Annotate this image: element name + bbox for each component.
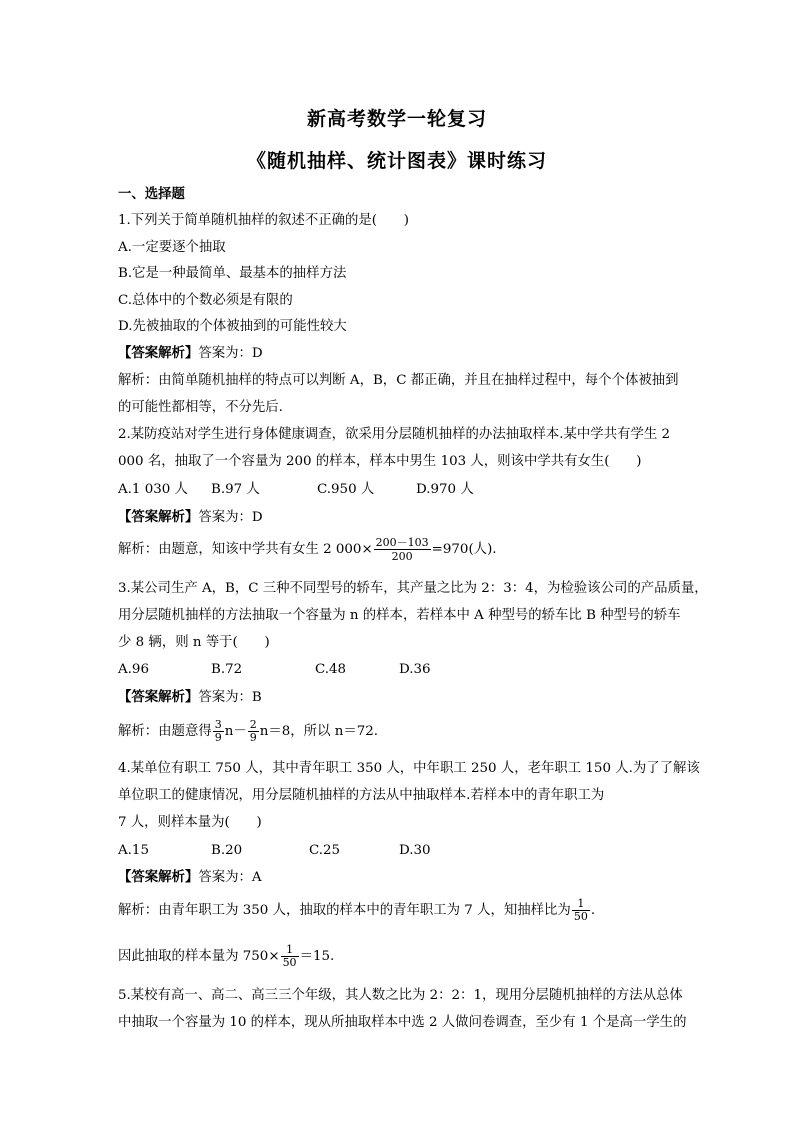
answer-label: 【答案解析】 — [118, 690, 199, 705]
q1-option-a: A.一定要逐个抽取 — [118, 240, 226, 255]
fraction — [374, 536, 431, 563]
fraction — [572, 898, 590, 923]
q2-stem-line1: 2.某防疫站对学生进行身体健康调查，欲采用分层随机抽样的办法抽取样本.某中学共有学生 2 — [118, 427, 671, 442]
explanation-text: =970(人). — [431, 542, 497, 557]
fraction-denominator: 200 — [391, 550, 413, 563]
fraction-numerator: 1 — [572, 898, 590, 911]
q1-stem: 1.下列关于简单随机抽样的叙述不正确的是( ) — [118, 213, 410, 228]
q1-option-d: D.先被抽取的个体被抽到的可能性较大 — [118, 319, 347, 334]
q2-answer — [118, 509, 263, 527]
q2-option-c: C.950 人 — [317, 482, 375, 497]
q1-explanation-line1: 解析：由简单随机抽样的特点可以判断 A，B，C 都正确，并且在抽样过程中，每个个体被抽到 — [118, 373, 679, 388]
explanation-text: . — [590, 903, 596, 918]
fraction-numerator: 200－103 — [375, 536, 429, 549]
q2-option-b: B.97 人 — [211, 482, 260, 497]
explanation-text: 解析：由题意，知该中学共有女生 2 000× — [118, 542, 373, 557]
explanation-text: ＝15. — [299, 949, 335, 964]
explanation-text: n＝8，所以 n＝72. — [259, 724, 379, 739]
explanation-text: 因此抽取的样本量为 750× — [118, 949, 280, 964]
q3-stem-line1: 3.某公司生产 A，B，C 三种不同型号的轿车，其产量之比为 2：3：4，为检验该公司的产品质量， — [118, 581, 708, 596]
q4-option-c: C.25 — [309, 843, 341, 858]
fraction — [281, 944, 299, 969]
q4-answer — [118, 869, 262, 887]
q3-option-b: B.72 — [211, 662, 243, 677]
section-heading: 一、选择题 — [118, 187, 185, 202]
answer-value: 答案为：A — [198, 870, 262, 885]
q2-options — [118, 481, 474, 499]
fraction-numerator: 3 — [214, 718, 222, 731]
q2-option-a: A.1 030 人 — [118, 482, 188, 497]
q3-explanation — [118, 719, 378, 744]
explanation-text: 解析：由题意得 — [118, 724, 212, 739]
fraction-numerator: 2 — [249, 718, 257, 731]
q4-stem-line1: 4.某单位有职工 750 人，其中青年职工 350 人，中年职工 250 人，老年职工 150 人.为了了解该 — [118, 761, 700, 776]
q3-option-a: A.96 — [118, 662, 149, 677]
answer-label: 【答案解析】 — [118, 346, 199, 361]
answer-label: 【答案解析】 — [118, 870, 199, 885]
q4-option-a: A.15 — [118, 843, 149, 858]
q3-stem-line2: 用分层随机抽样的方法抽取一个容量为 n 的样本，若样本中 A 种型号的轿车比 B 种型号的轿车 — [118, 608, 681, 623]
q5-stem-line2: 中抽取一个容量为 10 的样本，现从所抽取样本中选 2 人做问卷调查，至少有 1 个是高一学生的 — [118, 1015, 687, 1030]
fraction-denominator: 50 — [573, 910, 588, 923]
q1-answer — [118, 345, 263, 363]
q2-explanation — [118, 536, 497, 563]
document-subtitle: 《随机抽样、统计图表》课时练习 — [246, 150, 547, 172]
q4-explanation-line2 — [118, 944, 334, 969]
q3-option-d: D.36 — [399, 662, 431, 677]
q1-explanation-line2: 的可能性都相等，不分先后. — [118, 400, 283, 415]
explanation-text: 解析：由青年职工为 350 人，抽取的样本中的青年职工为 7 人，知抽样比为 — [118, 903, 571, 918]
q3-options — [118, 661, 431, 679]
q1-option-b: B.它是一种最简单、最基本的抽样方法 — [118, 266, 347, 281]
q4-option-b: B.20 — [211, 843, 243, 858]
explanation-text: n－ — [224, 724, 247, 739]
q4-stem-line3: 7 人，则样本量为( ) — [118, 815, 262, 830]
fraction — [213, 719, 224, 744]
q4-option-d: D.30 — [399, 843, 431, 858]
answer-value: 答案为：D — [198, 510, 263, 525]
answer-value: 答案为：B — [198, 690, 262, 705]
fraction — [248, 719, 259, 744]
fraction-denominator: 9 — [249, 731, 257, 744]
fraction-denominator: 50 — [282, 956, 297, 969]
q4-explanation-line1 — [118, 898, 595, 923]
document-title: 新高考数学一轮复习 — [306, 108, 487, 130]
fraction-denominator: 9 — [214, 731, 222, 744]
q1-option-c: C.总体中的个数必须是有限的 — [118, 293, 293, 308]
q5-stem-line1: 5.某校有高一、高二、高三三个年级，其人数之比为 2：2：1，现用分层随机抽样的方法从总体 — [118, 988, 683, 1003]
answer-label: 【答案解析】 — [118, 510, 199, 525]
q4-stem-line2: 单位职工的健康情况，用分层随机抽样的方法从中抽取样本.若样本中的青年职工为 — [118, 788, 605, 803]
q2-stem-line2: 000 名，抽取了一个容量为 200 的样本，样本中男生 103 人，则该中学共有女生( ) — [118, 454, 642, 469]
q3-answer — [118, 689, 262, 707]
q4-options — [118, 842, 431, 860]
fraction-numerator: 1 — [281, 944, 299, 957]
q2-option-d: D.970 人 — [416, 482, 474, 497]
q3-stem-line3: 少 8 辆，则 n 等于( ) — [118, 635, 270, 650]
answer-value: 答案为：D — [198, 346, 263, 361]
q3-option-c: C.48 — [315, 662, 347, 677]
